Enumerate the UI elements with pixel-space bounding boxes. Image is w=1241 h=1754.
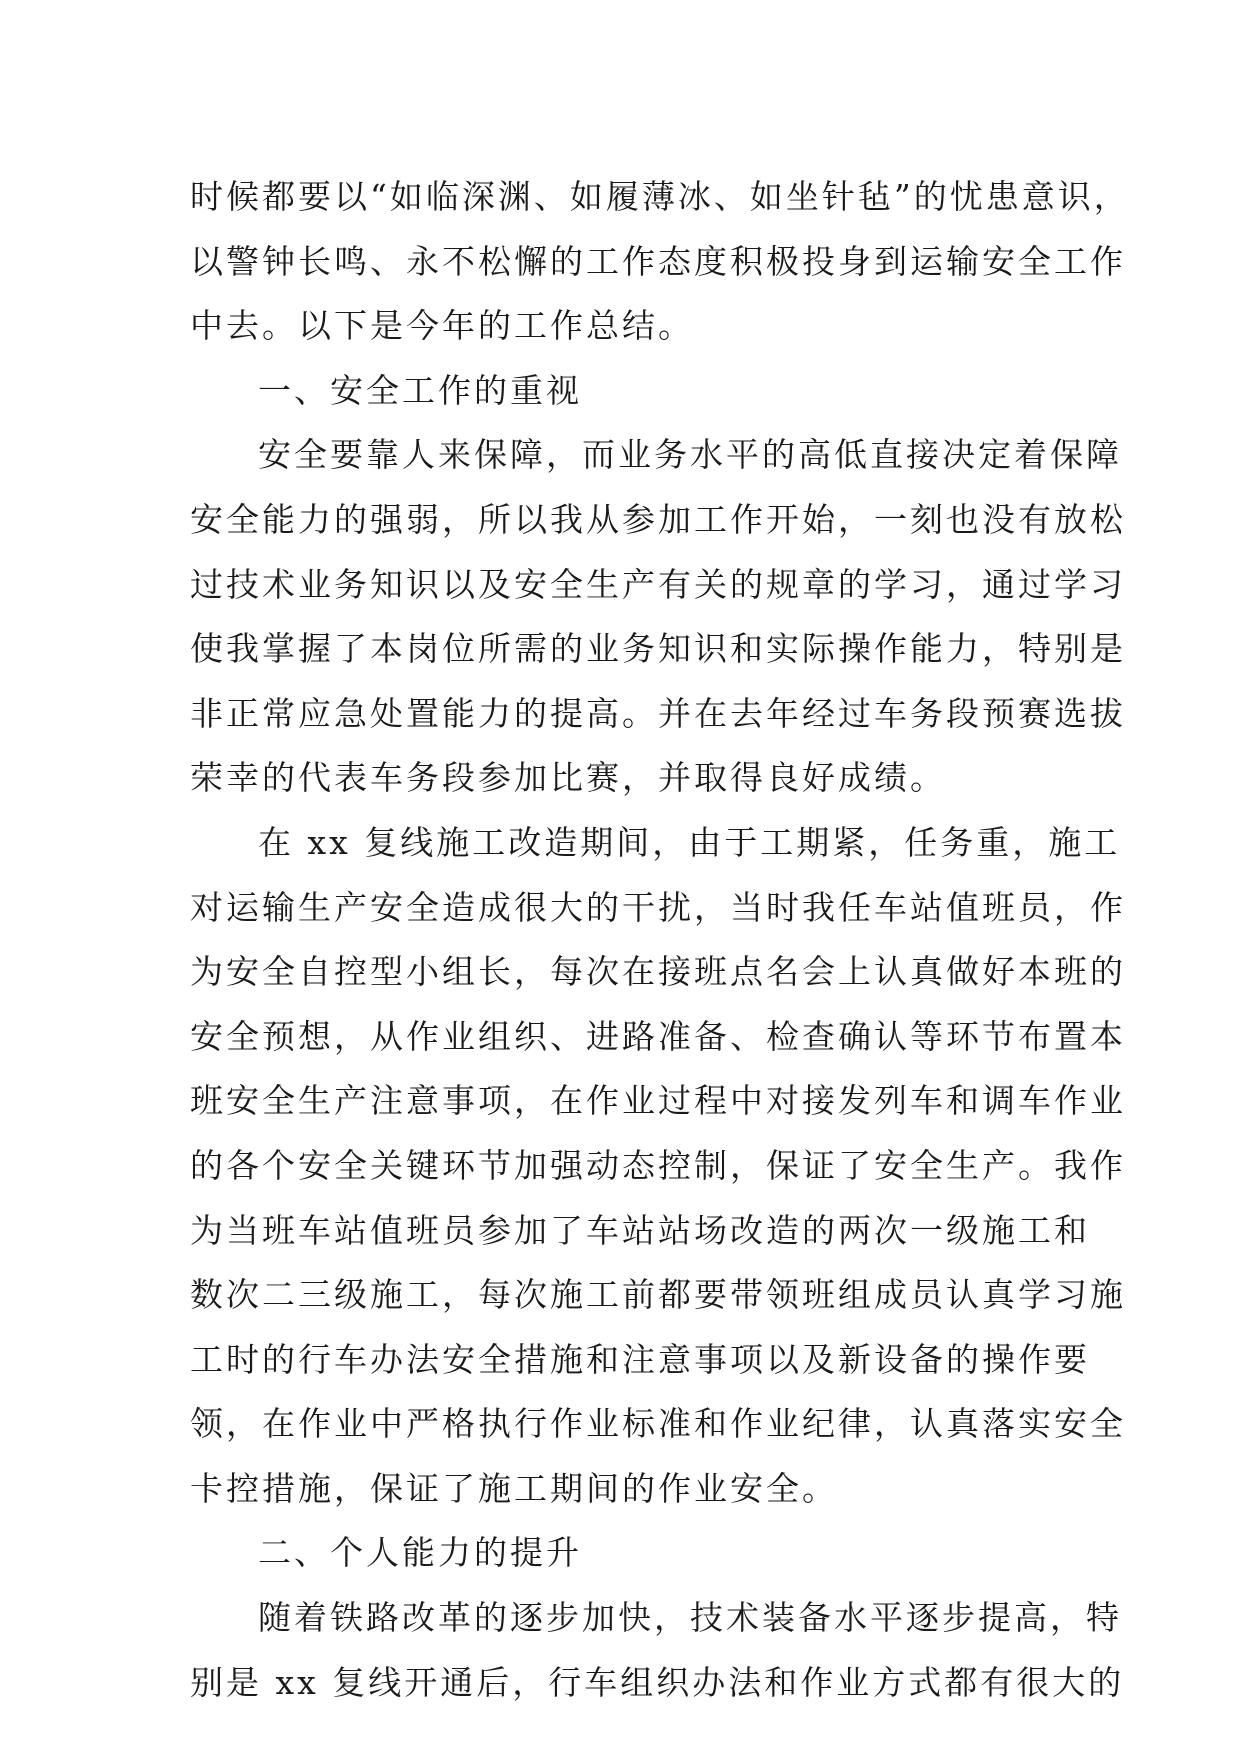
paragraph-line: 的各个安全关键环节加强动态控制，保证了安全生产。我作 (190, 1145, 1126, 1185)
paragraph-line: 对运输生产安全造成很大的干扰，当时我任车站值班员，作 (190, 887, 1126, 927)
paragraph-line: 为安全自控型小组长，每次在接班点名会上认真做好本班的 (190, 952, 1126, 992)
section-heading-1: 一、安全工作的重视 (258, 370, 582, 410)
paragraph-line: 为当班车站值班员参加了车站站场改造的两次一级施工和 (190, 1210, 1090, 1250)
paragraph-line: 中去。以下是今年的工作总结。 (190, 306, 694, 346)
document-body (190, 165, 1130, 1715)
paragraph-line: 卡控措施，保证了施工期间的作业安全。 (190, 1468, 838, 1508)
paragraph-line: 时候都要以“如临深渊、如履薄冰、如坐针毡”的忧患意识， (190, 177, 1130, 216)
paragraph-line: 班安全生产注意事项，在作业过程中对接发列车和调车作业 (190, 1081, 1126, 1121)
paragraph-line: 领，在作业中严格执行作业标准和作业纪律，认真落实安全 (190, 1404, 1126, 1444)
paragraph-line: 在 xx 复线施工改造期间，由于工期紧，任务重，施工 (258, 822, 1121, 862)
paragraph-line: 以警钟长鸣、永不松懈的工作态度积极投身到运输安全工作 (190, 241, 1126, 281)
paragraph-line: 使我掌握了本岗位所需的业务知识和实际操作能力，特别是 (190, 629, 1126, 669)
paragraph-line: 安全预想，从作业组织、进路准备、检查确认等环节布置本 (190, 1016, 1126, 1056)
paragraph-line: 工时的行车办法安全措施和注意事项以及新设备的操作要 (190, 1339, 1090, 1379)
paragraph-line: 随着铁路改革的逐步加快，技术装备水平逐步提高，特 (258, 1598, 1122, 1638)
paragraph-line: 非正常应急处置能力的提高。并在去年经过车务段预赛选拔 (190, 693, 1126, 733)
section-heading-2: 二、个人能力的提升 (258, 1533, 582, 1573)
paragraph-line: 安全要靠人来保障，而业务水平的高低直接决定着保障 (258, 435, 1122, 475)
paragraph-line: 安全能力的强弱，所以我从参加工作开始，一刻也没有放松 (190, 499, 1126, 539)
paragraph-line: 数次二三级施工，每次施工前都要带领班组成员认真学习施 (190, 1275, 1126, 1315)
paragraph-line: 过技术业务知识以及安全生产有关的规章的学习，通过学习 (190, 564, 1126, 604)
paragraph-line: 别是 xx 复线开通后，行车组织办法和作业方式都有很大的 (190, 1662, 1125, 1702)
paragraph-line: 荣幸的代表车务段参加比赛，并取得良好成绩。 (190, 758, 946, 798)
